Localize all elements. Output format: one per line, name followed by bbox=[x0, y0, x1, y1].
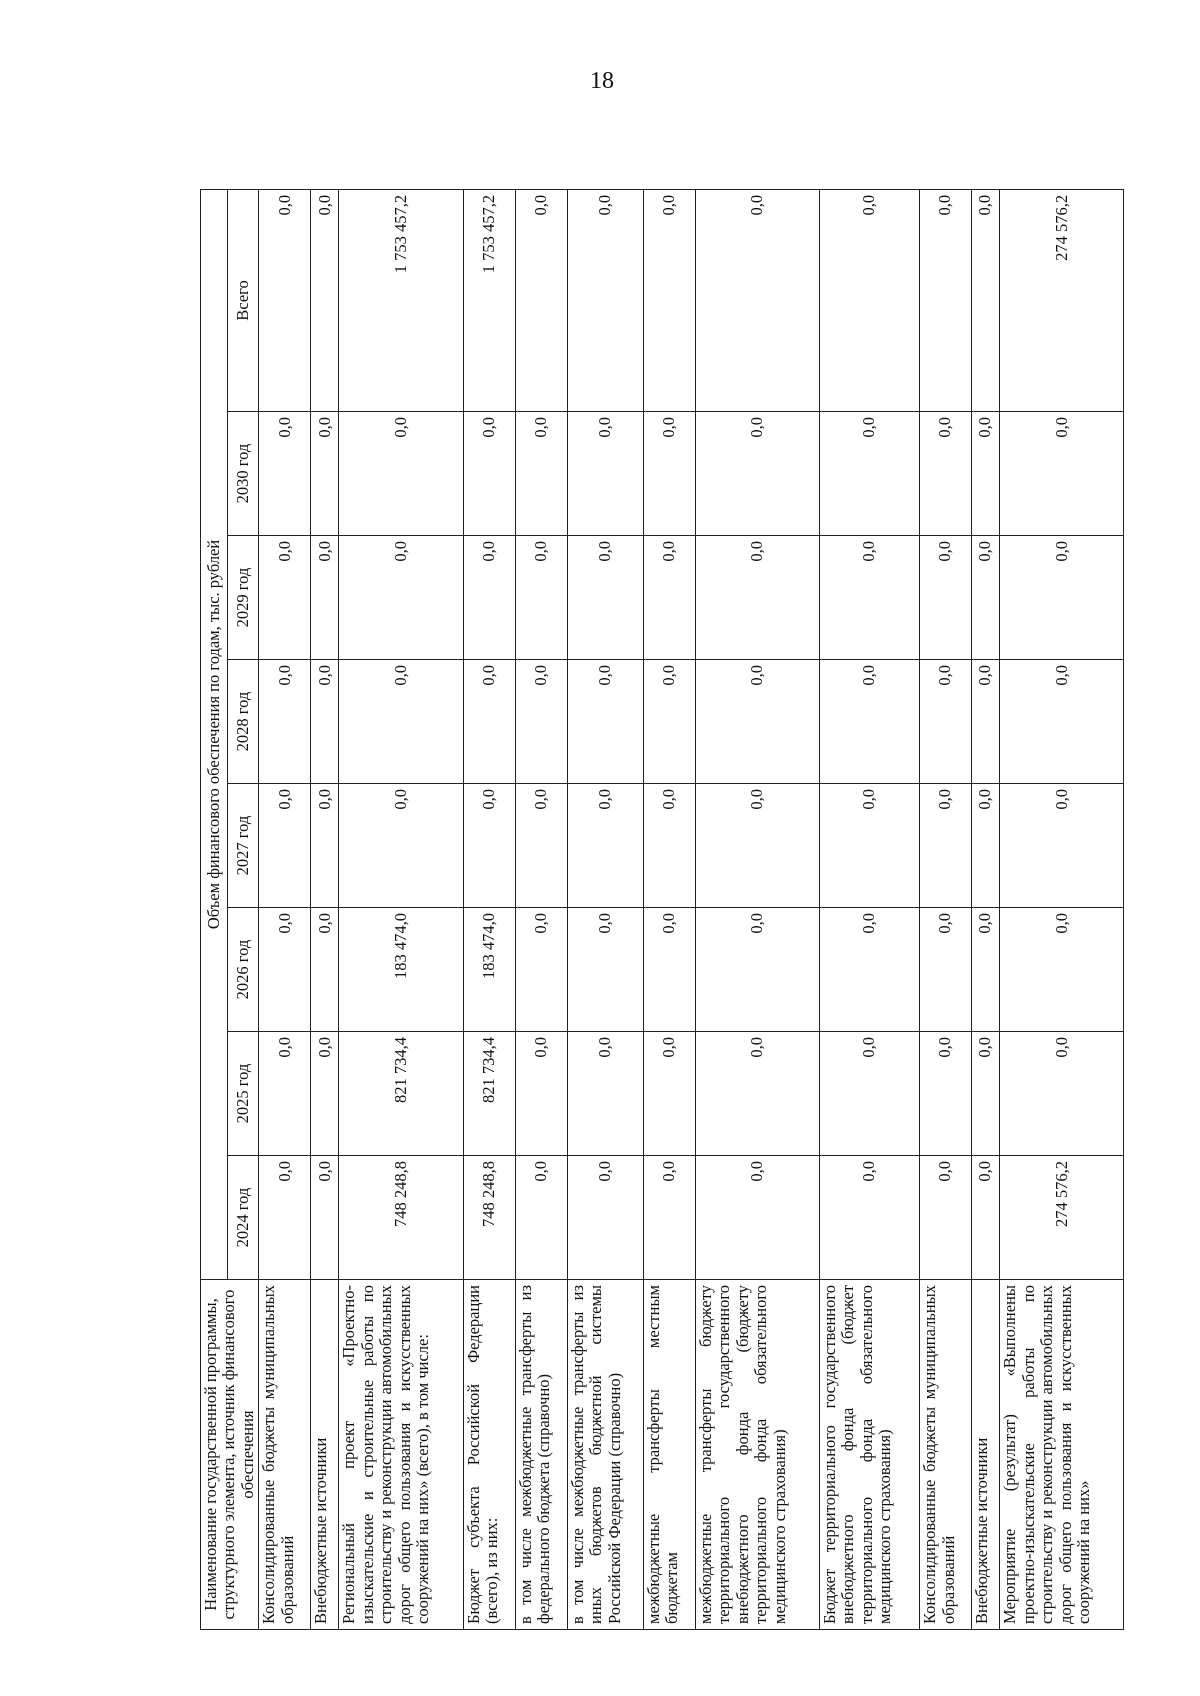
row-year-value: 0,0 bbox=[819, 412, 919, 536]
table-row bbox=[643, 189, 695, 1629]
table-row bbox=[463, 189, 515, 1629]
row-year-value: 0,0 bbox=[819, 784, 919, 908]
row-label: Региональный проект «Проектно-изыскательские и строительные работы по строительству и реконструкции автомобильных дорог общего пользования и искусственных сооружений на них» (всего), в том числе: bbox=[339, 1280, 463, 1630]
header-year: 2025 год bbox=[228, 1032, 259, 1156]
header-row-1 bbox=[201, 189, 228, 1629]
row-year-value: 0,0 bbox=[1000, 412, 1124, 536]
row-total-value: 1 753 457,2 bbox=[463, 189, 515, 411]
row-label: Бюджет субъекта Российской Федерации (всего), из них: bbox=[463, 1280, 515, 1630]
row-year-value: 0,0 bbox=[819, 536, 919, 660]
table-row bbox=[819, 189, 919, 1629]
row-year-value: 0,0 bbox=[695, 660, 819, 784]
row-label: в том числе межбюджетные трансферты из иных бюджетов бюджетной системы Российской Федерации (справочно) bbox=[567, 1280, 643, 1630]
row-total-value: 274 576,2 bbox=[1000, 189, 1124, 411]
header-year: 2030 год bbox=[228, 412, 259, 536]
financing-table bbox=[200, 189, 1124, 1630]
row-year-value: 0,0 bbox=[567, 908, 643, 1032]
row-year-value: 0,0 bbox=[515, 1156, 567, 1280]
row-year-value: 0,0 bbox=[819, 1032, 919, 1156]
row-year-value: 0,0 bbox=[311, 908, 339, 1032]
row-year-value: 0,0 bbox=[643, 1032, 695, 1156]
row-year-value: 0,0 bbox=[972, 660, 1000, 784]
row-year-value: 0,0 bbox=[311, 1032, 339, 1156]
row-label: Бюджет территориального государственного внебюджетного фонда (бюджет территориального фонда обязательного медицинского страхования) bbox=[819, 1280, 919, 1630]
row-year-value: 0,0 bbox=[259, 784, 311, 908]
header-year: 2024 год bbox=[228, 1156, 259, 1280]
row-year-value: 0,0 bbox=[1000, 660, 1124, 784]
row-total-value: 0,0 bbox=[311, 189, 339, 411]
row-year-value: 0,0 bbox=[515, 536, 567, 660]
row-label: межбюджетные трансферты местным бюджетам bbox=[643, 1280, 695, 1630]
header-year: 2027 год bbox=[228, 784, 259, 908]
row-year-value: 0,0 bbox=[463, 660, 515, 784]
row-year-value: 0,0 bbox=[567, 1156, 643, 1280]
row-year-value: 0,0 bbox=[339, 660, 463, 784]
row-total-value: 0,0 bbox=[643, 189, 695, 411]
row-total-value: 0,0 bbox=[259, 189, 311, 411]
row-year-value: 0,0 bbox=[972, 536, 1000, 660]
rotated-table-container bbox=[200, 190, 1120, 1630]
row-total-value: 1 753 457,2 bbox=[339, 189, 463, 411]
table-row bbox=[695, 189, 819, 1629]
row-label: Внебюджетные источники bbox=[972, 1280, 1000, 1630]
row-year-value: 0,0 bbox=[695, 784, 819, 908]
row-year-value: 0,0 bbox=[920, 908, 972, 1032]
row-year-value: 0,0 bbox=[515, 784, 567, 908]
row-year-value: 0,0 bbox=[311, 1156, 339, 1280]
row-year-value: 0,0 bbox=[920, 660, 972, 784]
row-label: Консолидированные бюджеты муниципальных образований bbox=[920, 1280, 972, 1630]
row-year-value: 0,0 bbox=[695, 536, 819, 660]
row-year-value: 0,0 bbox=[259, 536, 311, 660]
row-year-value: 274 576,2 bbox=[1000, 1156, 1124, 1280]
row-total-value: 0,0 bbox=[972, 189, 1000, 411]
row-label: Консолидированные бюджеты муниципальных образований bbox=[259, 1280, 311, 1630]
row-year-value: 0,0 bbox=[643, 1156, 695, 1280]
row-year-value: 0,0 bbox=[972, 412, 1000, 536]
row-year-value: 183 474,0 bbox=[463, 908, 515, 1032]
row-year-value: 0,0 bbox=[1000, 908, 1124, 1032]
header-total: Всего bbox=[228, 189, 259, 411]
row-year-value: 0,0 bbox=[515, 660, 567, 784]
row-year-value: 0,0 bbox=[259, 1032, 311, 1156]
row-year-value: 0,0 bbox=[920, 536, 972, 660]
row-year-value: 0,0 bbox=[311, 660, 339, 784]
table-row bbox=[515, 189, 567, 1629]
row-label: межбюджетные трансферты бюджету территориального государственного внебюджетного фонда (бюджету территориального фонда обязательного медицинского страхования) bbox=[695, 1280, 819, 1630]
table-row bbox=[259, 189, 311, 1629]
row-year-value: 0,0 bbox=[567, 660, 643, 784]
row-year-value: 0,0 bbox=[643, 784, 695, 908]
table-row bbox=[567, 189, 643, 1629]
row-year-value: 0,0 bbox=[695, 1156, 819, 1280]
row-year-value: 0,0 bbox=[463, 412, 515, 536]
row-label: Мероприятие (результат) «Выполнены проектно-изыскательские работы по строительству и реконструкции автомобильных дорог общего пользования и искусственных сооружений на них» bbox=[1000, 1280, 1124, 1630]
row-year-value: 0,0 bbox=[311, 536, 339, 660]
table-row bbox=[339, 189, 463, 1629]
row-year-value: 0,0 bbox=[920, 412, 972, 536]
row-year-value: 0,0 bbox=[920, 1156, 972, 1280]
header-year: 2028 год bbox=[228, 660, 259, 784]
row-year-value: 0,0 bbox=[643, 412, 695, 536]
row-year-value: 0,0 bbox=[972, 1032, 1000, 1156]
row-year-value: 0,0 bbox=[972, 1156, 1000, 1280]
row-year-value: 0,0 bbox=[1000, 536, 1124, 660]
row-total-value: 0,0 bbox=[819, 189, 919, 411]
table-row bbox=[1000, 189, 1124, 1629]
row-year-value: 0,0 bbox=[695, 1032, 819, 1156]
row-year-value: 0,0 bbox=[567, 784, 643, 908]
row-total-value: 0,0 bbox=[920, 189, 972, 411]
table-row bbox=[972, 189, 1000, 1629]
row-total-value: 0,0 bbox=[695, 189, 819, 411]
row-year-value: 0,0 bbox=[920, 784, 972, 908]
row-year-value: 0,0 bbox=[819, 660, 919, 784]
row-year-value: 0,0 bbox=[972, 908, 1000, 1032]
row-total-value: 0,0 bbox=[515, 189, 567, 411]
row-year-value: 0,0 bbox=[972, 784, 1000, 908]
header-volume-title: Объем финансового обеспечения по годам, тыс. рублей bbox=[201, 189, 228, 1279]
row-year-value: 821 734,4 bbox=[339, 1032, 463, 1156]
row-label: в том числе межбюджетные трансферты из федерального бюджета (справочно) bbox=[515, 1280, 567, 1630]
row-year-value: 0,0 bbox=[311, 412, 339, 536]
row-year-value: 0,0 bbox=[643, 536, 695, 660]
table-row bbox=[311, 189, 339, 1629]
row-year-value: 0,0 bbox=[259, 660, 311, 784]
row-year-value: 0,0 bbox=[259, 1156, 311, 1280]
row-year-value: 0,0 bbox=[1000, 784, 1124, 908]
row-year-value: 0,0 bbox=[567, 412, 643, 536]
table-row bbox=[920, 189, 972, 1629]
row-year-value: 0,0 bbox=[819, 1156, 919, 1280]
row-year-value: 0,0 bbox=[920, 1032, 972, 1156]
header-year: 2026 год bbox=[228, 908, 259, 1032]
row-year-value: 0,0 bbox=[259, 908, 311, 1032]
row-year-value: 0,0 bbox=[1000, 1032, 1124, 1156]
row-year-value: 0,0 bbox=[567, 536, 643, 660]
header-year: 2029 год bbox=[228, 536, 259, 660]
row-year-value: 821 734,4 bbox=[463, 1032, 515, 1156]
row-year-value: 0,0 bbox=[463, 784, 515, 908]
row-year-value: 0,0 bbox=[567, 1032, 643, 1156]
row-year-value: 0,0 bbox=[643, 908, 695, 1032]
row-year-value: 0,0 bbox=[311, 784, 339, 908]
row-year-value: 0,0 bbox=[463, 536, 515, 660]
row-year-value: 0,0 bbox=[819, 908, 919, 1032]
row-year-value: 748 248,8 bbox=[339, 1156, 463, 1280]
row-year-value: 0,0 bbox=[695, 908, 819, 1032]
row-year-value: 183 474,0 bbox=[339, 908, 463, 1032]
row-year-value: 0,0 bbox=[643, 660, 695, 784]
row-year-value: 0,0 bbox=[515, 1032, 567, 1156]
row-year-value: 0,0 bbox=[259, 412, 311, 536]
row-total-value: 0,0 bbox=[567, 189, 643, 411]
row-year-value: 0,0 bbox=[339, 536, 463, 660]
header-name-column: Наименование государственной программы, структурного элемента, источник финансового обеспечения bbox=[201, 1280, 259, 1630]
row-year-value: 0,0 bbox=[339, 784, 463, 908]
row-year-value: 0,0 bbox=[695, 412, 819, 536]
page-number: 18 bbox=[590, 68, 614, 94]
row-year-value: 748 248,8 bbox=[463, 1156, 515, 1280]
row-year-value: 0,0 bbox=[515, 412, 567, 536]
row-year-value: 0,0 bbox=[339, 412, 463, 536]
row-year-value: 0,0 bbox=[515, 908, 567, 1032]
row-label: Внебюджетные источники bbox=[311, 1280, 339, 1630]
